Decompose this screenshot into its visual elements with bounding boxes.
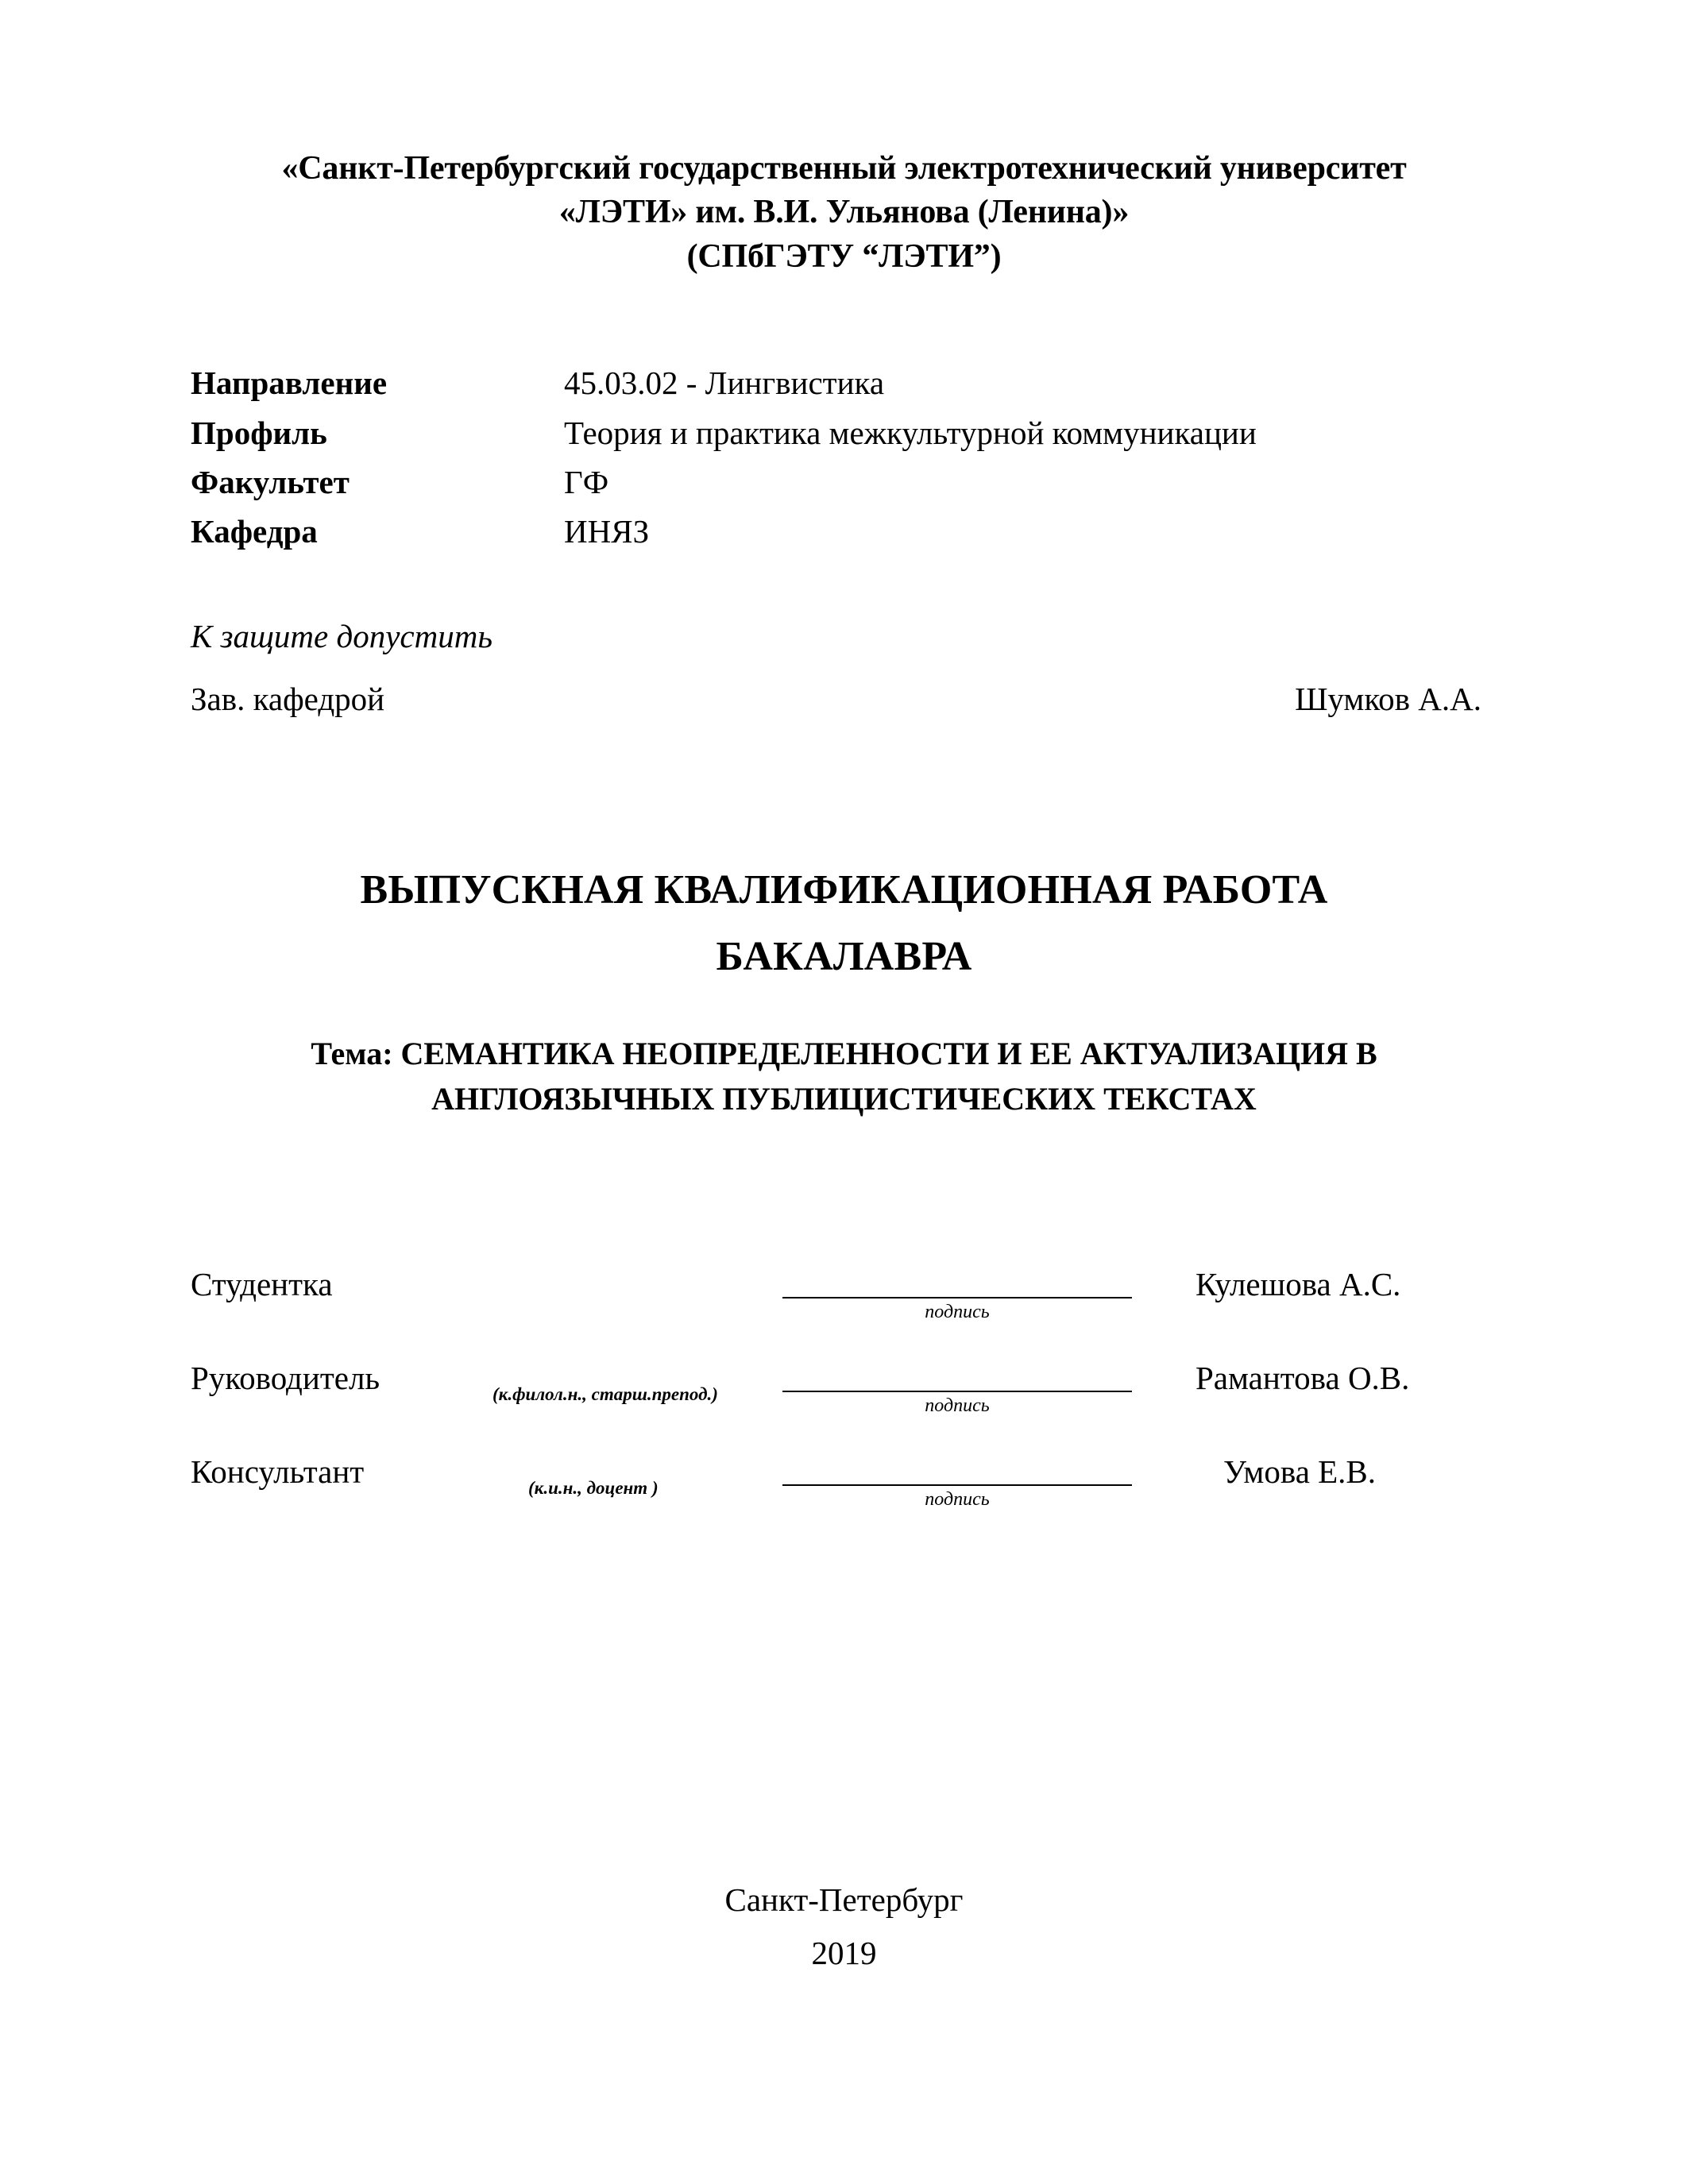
signature-field-consultant[interactable] bbox=[782, 1453, 1132, 1511]
signature-row-student bbox=[191, 1265, 1497, 1359]
info-value-profile: Теория и практика межкультурной коммуникации bbox=[564, 414, 1257, 451]
work-theme: Тема: СЕМАНТИКА НЕОПРЕДЕЛЕННОСТИ И ЕЕ АКТУАЛИЗАЦИЯ В АНГЛОЯЗЫЧНЫХ ПУБЛИЦИСТИЧЕСКИХ ТЕКСТАХ bbox=[311, 1036, 1377, 1117]
work-type-line-1: ВЫПУСКНАЯ КВАЛИФИКАЦИОННАЯ РАБОТА bbox=[360, 866, 1328, 913]
admission-block bbox=[191, 614, 1497, 718]
footer-city: Санкт-Петербург bbox=[724, 1881, 964, 1919]
university-name-line-2: «ЛЭТИ» им. В.И. Ульянова (Ленина)» bbox=[558, 194, 1130, 231]
admission-row bbox=[191, 680, 1497, 718]
signature-field-student[interactable] bbox=[782, 1265, 1132, 1323]
info-label-direction: Направление bbox=[191, 365, 388, 402]
signature-row-supervisor bbox=[191, 1359, 1497, 1453]
program-info-table bbox=[191, 358, 1497, 556]
signature-line[interactable] bbox=[782, 1265, 1132, 1298]
signature-line[interactable] bbox=[782, 1453, 1132, 1486]
signature-role-consultant: Консультант bbox=[191, 1453, 365, 1491]
info-value-faculty: ГФ bbox=[564, 463, 609, 500]
signature-role-supervisor: Руководитель bbox=[191, 1360, 380, 1397]
signature-row-consultant bbox=[191, 1453, 1497, 1546]
signature-line[interactable] bbox=[782, 1359, 1132, 1392]
admission-title: К защите допустить bbox=[191, 617, 492, 654]
signature-caption-student: подпись bbox=[925, 1302, 990, 1323]
admission-role: Зав. кафедрой bbox=[191, 680, 385, 717]
signature-field-supervisor[interactable] bbox=[782, 1359, 1132, 1417]
info-label-faculty: Факультет bbox=[191, 463, 350, 500]
info-label-profile: Профиль bbox=[191, 414, 327, 451]
signature-block bbox=[191, 1265, 1497, 1546]
page-footer bbox=[0, 1873, 1688, 1979]
table-row bbox=[191, 408, 1497, 457]
info-value-department: ИНЯЗ bbox=[564, 513, 650, 550]
info-value-direction: 45.03.02 - Лингвистика bbox=[564, 365, 885, 402]
table-row bbox=[191, 457, 1497, 507]
table-row bbox=[191, 507, 1497, 556]
signature-name-student: Кулешова А.С. bbox=[1196, 1266, 1401, 1303]
work-type bbox=[191, 857, 1497, 990]
footer-year: 2019 bbox=[811, 1934, 877, 1971]
signature-caption-supervisor: подпись bbox=[925, 1395, 990, 1417]
university-abbreviation: (СПбГЭТУ “ЛЭТИ”) bbox=[686, 237, 1002, 275]
signature-name-consultant: Умова Е.В. bbox=[1223, 1453, 1377, 1491]
signature-name-supervisor: Рамантова О.В. bbox=[1196, 1360, 1410, 1397]
signature-degree-consultant: (к.и.н., доцент ) bbox=[528, 1478, 659, 1499]
admission-name: Шумков А.А. bbox=[1295, 680, 1481, 717]
signature-degree-supervisor: (к.филол.н., старш.препод.) bbox=[492, 1384, 718, 1405]
signature-role-student: Студентка bbox=[191, 1266, 333, 1303]
info-label-department: Кафедра bbox=[191, 513, 318, 550]
work-type-line-2: БАКАЛАВРА bbox=[716, 934, 972, 980]
signature-caption-consultant: подпись bbox=[925, 1489, 990, 1511]
table-row bbox=[191, 358, 1497, 407]
university-header bbox=[191, 147, 1497, 279]
university-name-line-1: «Санкт-Петербургский государственный электротехнический университет bbox=[281, 150, 1407, 187]
